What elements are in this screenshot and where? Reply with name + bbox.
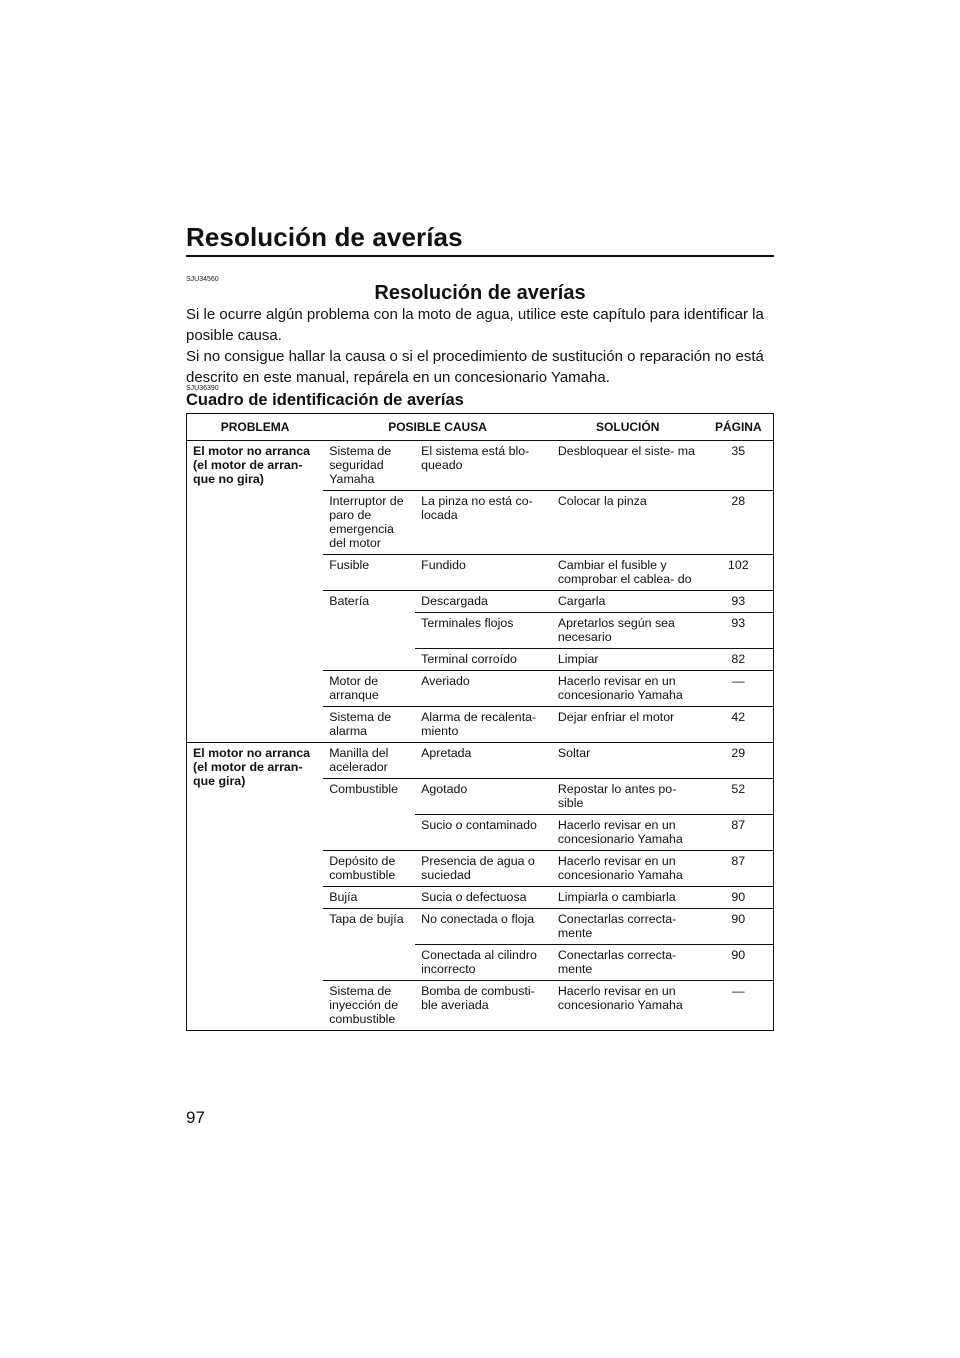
cause-cell: Sucio o contaminado [415, 815, 552, 851]
page-cell: 102 [704, 555, 774, 591]
solution-cell: Colocar la pinza [552, 491, 704, 555]
solution-cell: Cargarla [552, 591, 704, 613]
component-cell: Depósito de combustible [323, 851, 415, 887]
table-body [187, 441, 774, 1031]
component-cell: Sistema de seguridad Yamaha [329, 444, 392, 486]
doc-code-2: SJU36390 [186, 385, 219, 392]
table-row [187, 441, 774, 491]
solution-cell: Soltar [552, 743, 704, 779]
solution-cell: Limpiar [552, 649, 704, 671]
cause-cell: Presencia de agua o suciedad [415, 851, 552, 887]
page-cell: 82 [704, 649, 774, 671]
page-cell: — [704, 981, 774, 1031]
cause-cell: Fundido [415, 555, 552, 591]
solution-cell: Desbloquear el siste- ma [557, 444, 695, 458]
component-cell: Interruptor de paro de emergencia del motor [323, 491, 415, 555]
page-cell: 90 [704, 945, 774, 981]
solution-cell: Hacerlo revisar en un concesionario Yamaha [552, 671, 704, 707]
page-cell: 35 [731, 444, 746, 458]
component-cell: Sistema de alarma [323, 707, 415, 743]
problem-cell: El motor no arranca (el motor de arran- que gira) [187, 743, 324, 1031]
component-cell: Combustible [323, 779, 415, 851]
header-problem: PROBLEMA [187, 414, 324, 441]
troubleshooting-table [186, 413, 774, 1031]
cause-cell: Sucia o defectuosa [415, 887, 552, 909]
header-solution: SOLUCIÓN [552, 414, 704, 441]
page-cell: 52 [704, 779, 774, 815]
cause-cell: Bomba de combusti- ble averiada [415, 981, 552, 1031]
page-cell: 29 [704, 743, 774, 779]
component-cell: Manilla del acelerador [323, 743, 415, 779]
page-cell: 93 [704, 591, 774, 613]
cause-cell: El sistema está blo- queado [421, 444, 530, 472]
cause-cell: Agotado [415, 779, 552, 815]
solution-cell: Conectarlas correcta- mente [552, 945, 704, 981]
problem-cell: El motor no arranca (el motor de arran- que no gira) [193, 444, 311, 486]
page-cell: 87 [704, 851, 774, 887]
component-cell: Motor de arranque [323, 671, 415, 707]
component-cell: Bujía [323, 887, 415, 909]
solution-cell: Limpiarla o cambiarla [552, 887, 704, 909]
solution-cell: Hacerlo revisar en un concesionario Yamaha [552, 815, 704, 851]
cause-cell: Terminales flojos [415, 613, 552, 649]
solution-cell: Hacerlo revisar en un concesionario Yamaha [552, 851, 704, 887]
header-page: PÁGINA [704, 414, 774, 441]
page-cell: 93 [704, 613, 774, 649]
header-title: Resolución de averías [186, 222, 463, 252]
page-cell: 87 [704, 815, 774, 851]
component-cell: Fusible [323, 555, 415, 591]
cause-cell: No conectada o floja [415, 909, 552, 945]
cause-cell: La pinza no está co- locada [415, 491, 552, 555]
cause-cell: Apretada [415, 743, 552, 779]
solution-cell: Dejar enfriar el motor [552, 707, 704, 743]
cause-cell: Terminal corroído [415, 649, 552, 671]
cause-cell: Alarma de recalenta- miento [415, 707, 552, 743]
header-cause: POSIBLE CAUSA [323, 414, 552, 441]
solution-cell: Apretarlos según sea necesario [552, 613, 704, 649]
table-header-row [187, 414, 774, 441]
doc-code-1: SJU34560 [186, 276, 219, 283]
section-title: Cuadro de identificación de averías [186, 391, 464, 409]
page-cell: — [704, 671, 774, 707]
main-title: Resolución de averías [374, 282, 586, 304]
page-cell: 90 [704, 887, 774, 909]
solution-cell: Cambiar el fusible y comprobar el cablea- do [552, 555, 704, 591]
table-row [187, 743, 774, 779]
component-cell: Tapa de bujía [323, 909, 415, 981]
page-number: 97 [186, 1108, 205, 1127]
component-cell: Batería [323, 591, 415, 671]
intro-paragraph: Si le ocurre algún problema con la moto de agua, utilice este capítulo para identificar la posible causa. [186, 306, 764, 344]
page-cell: 28 [704, 491, 774, 555]
page-header [186, 222, 774, 257]
intro-paragraph: Si no consigue hallar la causa o si el procedimiento de sustitución o reparación no está descrito en este manual, repárela en un concesionario Yamaha. [186, 348, 764, 386]
cause-cell: Descargada [415, 591, 552, 613]
page-cell: 90 [704, 909, 774, 945]
solution-cell: Conectarlas correcta- mente [552, 909, 704, 945]
component-cell: Sistema de inyección de combustible [323, 981, 415, 1031]
cause-cell: Conectada al cilindro incorrecto [415, 945, 552, 981]
page-cell: 42 [704, 707, 774, 743]
solution-cell: Repostar lo antes po- sible [552, 779, 704, 815]
cause-cell: Averiado [415, 671, 552, 707]
intro-text [186, 304, 774, 388]
solution-cell: Hacerlo revisar en un concesionario Yamaha [552, 981, 704, 1031]
